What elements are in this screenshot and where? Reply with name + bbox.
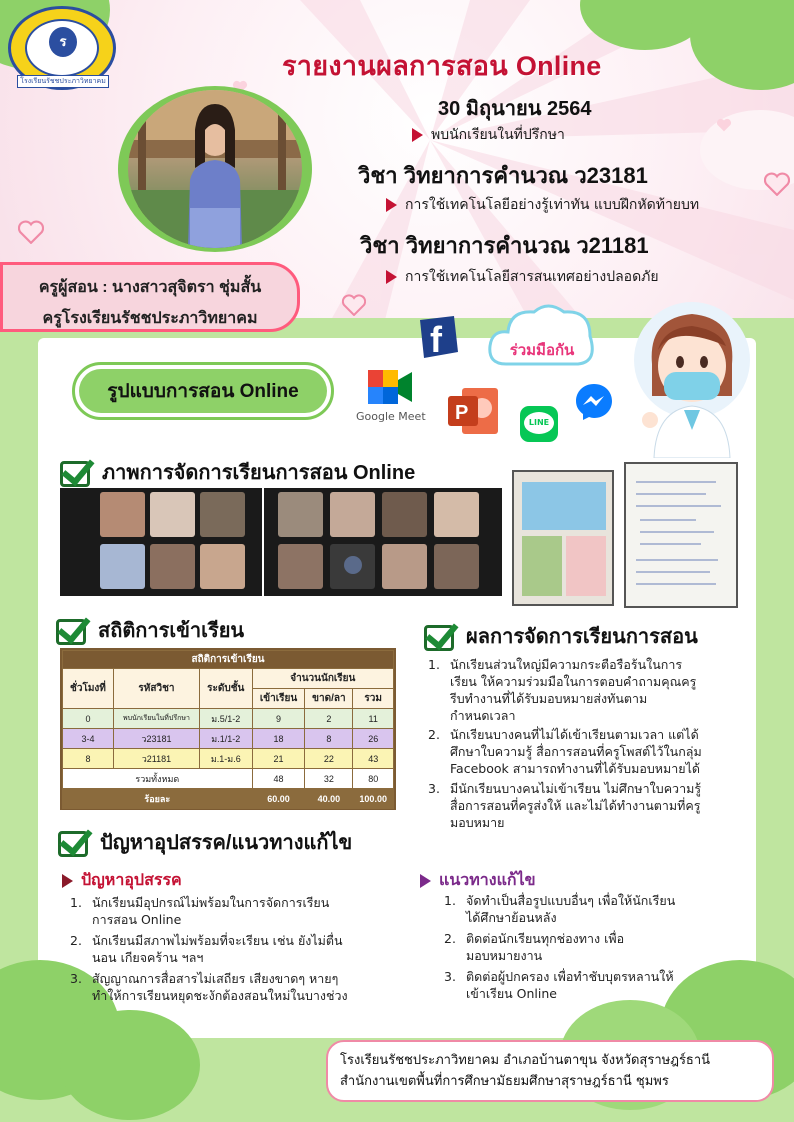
heart-icon [764, 172, 790, 196]
item-line: Facebook สามารถทำงานที่ได้รับมอบหมายได้ [450, 761, 701, 776]
cell-level: ม.1-ม.6 [199, 749, 252, 769]
list-item [444, 892, 676, 926]
item-line: ติดต่อนักเรียนทุกช่องทาง เพื่อ [466, 931, 625, 946]
item-line: รีบทำงานที่ได้รับมอบหมายส่งทันตาม [450, 691, 648, 706]
triangle-bullet-icon [386, 198, 397, 212]
list-item [428, 656, 697, 724]
cell-total: 43 [353, 749, 394, 769]
cell-period: 8 [63, 749, 114, 769]
cell-total: 26 [353, 729, 394, 749]
item-line: เข้าเรียน Online [466, 986, 557, 1001]
table-sum-row [63, 769, 394, 789]
cell-total: 11 [353, 709, 394, 729]
header-total: รวม [353, 689, 394, 709]
solutions-heading [420, 868, 536, 893]
list-item [70, 894, 330, 928]
sum-total: 80 [353, 769, 394, 789]
heart-icon [716, 118, 732, 132]
footer-school-info [326, 1040, 774, 1102]
school-logo-text: โรงเรียนรัชชประภาวิทยาคม [17, 75, 109, 88]
cell-level: ม.1/1-2 [199, 729, 252, 749]
advisory-text: พบนักเรียนในที่ปรึกษา [431, 127, 565, 143]
cell-code: ว21181 [113, 749, 199, 769]
footer-line-2: สำนักงานเขตพื้นที่การศึกษามัธยมศึกษาสุราษฎร์ธานี ชุมพร [340, 1074, 669, 1089]
section-problems-solutions [58, 826, 352, 858]
checkmark-icon [60, 461, 90, 487]
header-period: ชั่วโมงที่ [63, 669, 114, 709]
item-line: นักเรียนมีสภาพไม่พร้อมที่จะเรียน เช่น ยังไม่ตื่น [92, 933, 343, 948]
page-title: รายงานผลการสอน Online [282, 51, 602, 81]
percent-present: 60.00 [252, 789, 305, 809]
line-app-label: LINE [524, 412, 554, 434]
teacher-info-box [0, 262, 300, 332]
section-activity-photos [60, 456, 415, 488]
checkmark-icon [58, 831, 88, 857]
heart-icon [18, 220, 44, 244]
triangle-bullet-icon [412, 128, 423, 142]
subject-1: วิชา วิทยาการคำนวณ ว23181 [358, 163, 648, 188]
item-number: 1. [444, 893, 456, 908]
item-line: การสอน Online [92, 912, 182, 927]
teaching-format-label: รูปแบบการสอน Online [79, 369, 327, 413]
sum-present: 48 [252, 769, 305, 789]
percent-label: ร้อยละ [63, 789, 253, 809]
item-line: มอบหมาย [450, 815, 505, 830]
section-activity-photos-title: ภาพการจัดการเรียนการสอน Online [102, 462, 416, 484]
messenger-icon [574, 382, 614, 420]
cloud-decoration [60, 1010, 200, 1120]
triangle-bullet-icon [62, 874, 73, 888]
line-app-icon [520, 406, 558, 442]
solutions-heading-text: แนวทางแก้ไข [439, 872, 536, 889]
table-caption: สถิติการเข้าเรียน [63, 651, 394, 669]
header-count: จำนวนนักเรียน [252, 669, 393, 689]
cell-period: 3-4 [63, 729, 114, 749]
table-row [63, 709, 394, 729]
cell-absent: 8 [305, 729, 353, 749]
video-call-screenshot [264, 488, 502, 596]
item-number: 2. [70, 933, 82, 948]
triangle-bullet-icon [386, 270, 397, 284]
cell-present: 9 [252, 709, 305, 729]
cell-level: ม.5/1-2 [199, 709, 252, 729]
google-meet-label: Google Meet [356, 410, 426, 423]
item-line: นักเรียนส่วนใหญ่มีความกระตือรือร้นในการ [450, 657, 683, 672]
header-present: เข้าเรียน [252, 689, 305, 709]
svg-text:f: f [430, 319, 442, 360]
checkmark-icon [424, 625, 454, 651]
section-results [424, 620, 698, 652]
item-line: มอบหมายงาน [466, 948, 543, 963]
subject-2: วิชา วิทยาการคำนวณ ว21181 [360, 233, 649, 258]
subject-2-topic: การใช้เทคโนโลยีสารสนเทศอย่างปลอดภัย [405, 269, 659, 285]
list-item [428, 780, 702, 831]
list-item [70, 970, 348, 1004]
powerpoint-icon [446, 386, 500, 436]
school-logo: ร โรงเรียนรัชชประภาวิทยาคม [8, 6, 116, 90]
item-number: 3. [428, 781, 440, 796]
item-line: นอน เกียจคร้าน ฯลฯ [92, 950, 204, 965]
teaching-format-badge [72, 362, 334, 420]
header-level: ระดับชั้น [199, 669, 252, 709]
item-line: มีนักเรียนบางคนไม่เข้าเรียน ไม่ศึกษาใบความรู้ [450, 781, 702, 796]
percent-total: 100.00 [353, 789, 394, 809]
worksheet-photo [512, 470, 614, 606]
checkmark-icon [56, 619, 86, 645]
cell-code: พบนักเรียนในที่ปรึกษา [113, 709, 199, 729]
item-line: ทำให้การเรียนหยุดชะงักต้องสอนใหม่ในบางช่วง [92, 988, 348, 1003]
item-line: สื่อการสอนที่ครูส่งให้ และไม่ได้ทำงานตามที่ครู [450, 798, 701, 813]
cell-present: 18 [252, 729, 305, 749]
triangle-bullet-icon [420, 874, 431, 888]
item-number: 2. [444, 931, 456, 946]
cell-code: ว23181 [113, 729, 199, 749]
teacher-school: ครูโรงเรียนรัชชประภาวิทยาคม [42, 310, 258, 327]
problems-heading-text: ปัญหาอุปสรรค [81, 872, 182, 889]
cell-absent: 22 [305, 749, 353, 769]
subject-1-topic: การใช้เทคโนโลยีอย่างรู้เท่าทัน แบบฝึกหัดท้ายบท [405, 197, 700, 213]
heart-icon [342, 294, 366, 316]
table-percent-row [63, 789, 394, 809]
list-item [444, 968, 674, 1002]
teacher-photo [128, 90, 302, 248]
sum-label: รวมทั้งหมด [63, 769, 253, 789]
subject-2-topic-line [386, 266, 659, 288]
sum-absent: 32 [305, 769, 353, 789]
item-line: เรียน ให้ความร่วมมือในการตอบคำถามคุณครู [450, 674, 697, 689]
item-number: 3. [444, 969, 456, 984]
section-results-title: ผลการจัดการเรียนการสอน [466, 626, 698, 648]
collaboration-cloud [486, 300, 598, 372]
header-code: รหัสวิชา [113, 669, 199, 709]
footer-line-1: โรงเรียนรัชชประภาวิทยาคม อำเภอบ้านตาขุน จังหวัดสุราษฎร์ธานี [340, 1053, 711, 1068]
item-number: 1. [428, 657, 440, 672]
section-problems-solutions-title: ปัญหาอุปสรรค/แนวทางแก้ไข [100, 832, 353, 854]
item-number: 3. [70, 971, 82, 986]
teacher-name: ครูผู้สอน : นางสาวสุจิตรา ชุ่มสั้น [38, 279, 262, 296]
list-item [70, 932, 343, 966]
list-item [428, 726, 702, 777]
table-row [63, 729, 394, 749]
item-number: 1. [70, 895, 82, 910]
facebook-icon [412, 312, 462, 362]
video-call-screenshot [60, 488, 262, 596]
item-line: จัดทำเป็นสื่อรูปแบบอื่นๆ เพื่อให้นักเรียน [466, 893, 676, 908]
notebook-photo [624, 462, 738, 608]
item-line: กำหนดเวลา [450, 708, 516, 723]
attendance-table [60, 648, 396, 810]
item-line: นักเรียนบางคนที่ไม่ได้เข้าเรียนตามเวลา แต่ได้ [450, 727, 699, 742]
cell-period: 0 [63, 709, 114, 729]
report-date: 30 มิถุนายน 2564 [438, 98, 592, 120]
header-absent: ขาด/ลา [305, 689, 353, 709]
problems-heading [62, 868, 182, 893]
cell-absent: 2 [305, 709, 353, 729]
item-line: ติดต่อผู้ปกครอง เพื่อทำชับบุตรหลานให้ [466, 969, 674, 984]
collaboration-label: ร่วมมือกัน [509, 341, 575, 359]
percent-absent: 40.00 [305, 789, 353, 809]
section-attendance-title: สถิติการเข้าเรียน [98, 620, 245, 642]
svg-text:P: P [455, 402, 469, 424]
doctor-mask-illustration [630, 300, 754, 458]
section-attendance [56, 614, 244, 646]
google-meet-icon [364, 366, 420, 408]
table-row [63, 749, 394, 769]
item-number: 2. [428, 727, 440, 742]
item-line: ได้ศึกษาย้อนหลัง [466, 910, 557, 925]
item-line: นักเรียนมีอุปกรณ์ไม่พร้อมในการจัดการเรียน [92, 895, 330, 910]
item-line: สัญญาณการสื่อสารไม่เสถียร เสียงขาดๆ หายๆ [92, 971, 339, 986]
list-item [444, 930, 625, 964]
subject-1-topic-line [386, 194, 699, 216]
cell-present: 21 [252, 749, 305, 769]
advisory-line [412, 124, 565, 146]
item-line: ศึกษาใบความรู้ สื่อการสอนที่ครูโพสต์ไว้ในกลุ่ม [450, 744, 702, 759]
